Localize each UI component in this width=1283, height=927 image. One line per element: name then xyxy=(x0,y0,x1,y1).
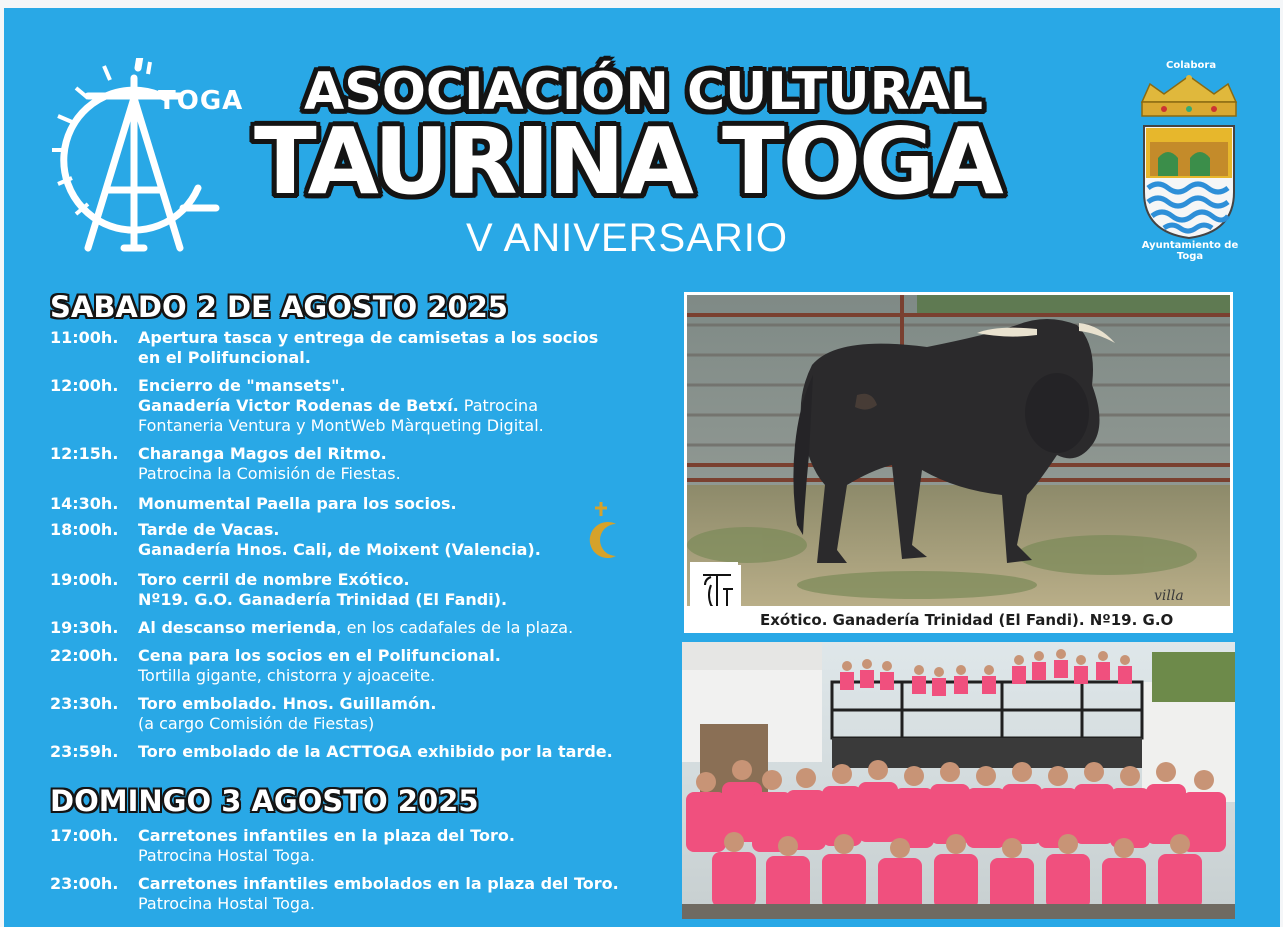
event-line: Charanga Magos del Ritmo. xyxy=(138,444,387,463)
event-time: 19:30h. xyxy=(50,618,119,637)
event-item xyxy=(50,874,690,916)
bull-caption-bar xyxy=(684,606,1233,633)
event-item xyxy=(50,742,690,762)
title-line-2: TAURINA TOGA xyxy=(254,108,1002,215)
event-item xyxy=(50,376,690,438)
event-line: Nº19. G.O. Ganadería Trinidad (El Fandi). xyxy=(138,590,508,609)
event-item xyxy=(50,694,690,736)
event-time: 11:00h. xyxy=(50,328,119,347)
event-line: Patrocina xyxy=(463,396,538,415)
day-heading-saturday: SABADO 2 DE AGOSTO 2025 xyxy=(50,290,508,324)
title-line-1: ASOCIACIÓN CULTURAL xyxy=(304,62,984,122)
event-item xyxy=(50,444,690,486)
town-crest-icon xyxy=(1134,72,1244,244)
event-line: Carretones infantiles embolados en la plaza del Toro. xyxy=(138,874,619,893)
event-line: Toro embolado. Hnos. Guillamón. xyxy=(138,694,437,713)
event-line: Apertura tasca y entrega de camisetas a los socios xyxy=(138,328,599,347)
event-line: Tortilla gigante, chistorra y ajoaceite. xyxy=(138,666,436,685)
moon-cross-icon xyxy=(576,500,626,564)
bull-image xyxy=(687,295,1230,606)
event-line: Tarde de Vacas. xyxy=(138,520,280,539)
event-item xyxy=(50,646,690,688)
event-line: Al descanso merienda xyxy=(138,618,337,637)
event-time: 22:00h. xyxy=(50,646,119,665)
event-time: 14:30h. xyxy=(50,494,119,513)
event-item xyxy=(50,826,690,868)
association-logo xyxy=(48,58,258,263)
event-time: 23:30h. xyxy=(50,694,119,713)
event-line: en el Polifuncional. xyxy=(138,348,311,367)
event-line: Patrocina Hostal Toga. xyxy=(138,894,315,913)
event-line: Cena para los socios en el Polifuncional. xyxy=(138,646,501,665)
event-line: Monumental Paella para los socios. xyxy=(138,494,457,513)
group-photo xyxy=(682,642,1235,919)
day-heading-sunday: DOMINGO 3 AGOSTO 2025 xyxy=(50,784,479,818)
event-line: Encierro de "mansets". xyxy=(138,376,346,395)
event-time: 18:00h. xyxy=(50,520,119,539)
colabora-label: Colabora xyxy=(1166,60,1217,71)
group-image xyxy=(682,642,1235,919)
event-line: Carretones infantiles en la plaza del Toro. xyxy=(138,826,515,845)
event-line: Toro cerril de nombre Exótico. xyxy=(138,570,410,589)
event-line: Fontaneria Ventura y MontWeb Màrqueting Digital. xyxy=(138,416,544,435)
event-time: 23:00h. xyxy=(50,874,119,893)
event-time: 12:15h. xyxy=(50,444,119,463)
subtitle: V ANIVERSARIO xyxy=(466,216,788,260)
ayuntamiento-label: Ayuntamiento de Toga xyxy=(1141,240,1239,262)
logo-toga-text: TOGA xyxy=(158,86,244,116)
photographer-signature: villa xyxy=(1154,588,1184,604)
poster xyxy=(4,8,1280,927)
event-time: 17:00h. xyxy=(50,826,119,845)
event-time: 12:00h. xyxy=(50,376,119,395)
event-line: Toro embolado de la ACTTOGA exhibido por la tarde. xyxy=(138,742,613,761)
event-line: Ganadería Hnos. Cali, de Moixent (Valencia). xyxy=(138,540,541,559)
bull-caption: Exótico. Ganadería Trinidad (El Fandi). Nº19. G.O xyxy=(760,611,1174,629)
event-line: , en los cadafales de la plaza. xyxy=(336,618,574,637)
event-line: Patrocina la Comisión de Fiestas. xyxy=(138,464,401,483)
event-item xyxy=(50,328,690,370)
event-line: Ganadería Victor Rodenas de Betxí. xyxy=(138,396,459,415)
event-item xyxy=(50,570,690,612)
event-time: 19:00h. xyxy=(50,570,119,589)
event-line: Patrocina Hostal Toga. xyxy=(138,846,315,865)
bull-photo xyxy=(684,292,1233,633)
event-time: 23:59h. xyxy=(50,742,119,761)
event-line: (a cargo Comisión de Fiestas) xyxy=(138,714,375,733)
event-item xyxy=(50,618,690,638)
